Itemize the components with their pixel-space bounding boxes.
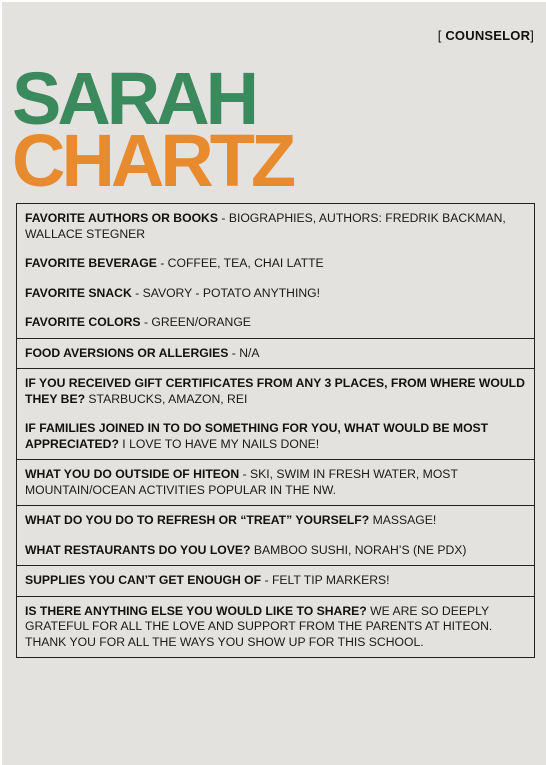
question-text: IF YOU RECEIVED GIFT CERTIFICATES FROM ANY 3 PLACES, FROM WHERE WOULD THEY BE? (25, 376, 525, 406)
question-text: FAVORITE AUTHORS OR BOOKS (25, 211, 218, 225)
qa-table (16, 203, 535, 658)
role-label (438, 28, 534, 43)
qa-item (25, 256, 526, 272)
answer-text: - SKI, SWIM IN FRESH WATER, MOST MOUNTAIN/OCEAN ACTIVITIES POPULAR IN THE NW. (25, 467, 458, 497)
qa-item (25, 315, 526, 331)
answer-text: BAMBOO SUSHI, NORAH’S (NE PDX) (250, 542, 467, 557)
question-text: FAVORITE COLORS (25, 315, 141, 329)
answer-text: MASSAGE! (369, 513, 437, 527)
close-bracket: ] (530, 28, 534, 43)
answer-text: - SAVORY - POTATO ANYTHING! (131, 285, 321, 300)
question-text: FAVORITE SNACK (25, 285, 132, 300)
qa-item (25, 346, 526, 362)
question-text: WHAT DO YOU DO TO REFRESH OR “TREAT” YOURSELF? (25, 513, 370, 527)
question-text: WHAT RESTAURANTS DO YOU LOVE? (25, 542, 251, 557)
qa-item (25, 286, 526, 302)
answer-text: STARBUCKS, AMAZON, REI (85, 391, 248, 406)
open-bracket: [ (437, 28, 446, 43)
qa-section (17, 368, 534, 459)
question-text: FOOD AVERSIONS OR ALLERGIES (25, 345, 229, 360)
answer-text: I LOVE TO HAVE MY NAILS DONE! (118, 436, 320, 451)
question-text: WHAT YOU DO OUTSIDE OF HITEON (25, 467, 240, 481)
qa-section (17, 459, 534, 505)
qa-section (17, 204, 534, 338)
qa-item (25, 543, 526, 559)
qa-item (25, 421, 526, 452)
question-text: SUPPLIES YOU CAN’T GET ENOUGH OF (25, 573, 262, 587)
question-text: FAVORITE BEVERAGE (25, 256, 157, 270)
qa-item (25, 513, 526, 529)
qa-item (25, 604, 526, 651)
qa-section (17, 565, 534, 596)
qa-item (25, 573, 526, 589)
question-text: IF FAMILIES JOINED IN TO DO SOMETHING FOR YOU, WHAT WOULD BE MOST APPRECIATED? (25, 421, 489, 451)
last-name: CHARTZ (12, 119, 293, 202)
answer-text: - GREEN/ORANGE (140, 315, 251, 329)
qa-section (17, 505, 534, 565)
answer-text: - N/A (228, 345, 260, 360)
answer-text: - BIOGRAPHIES, AUTHORS: FREDRIK BACKMAN, WALLACE STEGNER (25, 211, 506, 241)
qa-section (17, 338, 534, 369)
qa-item (25, 467, 526, 498)
question-text: IS THERE ANYTHING ELSE YOU WOULD LIKE TO SHARE? (25, 603, 367, 618)
answer-text: - COFFEE, TEA, CHAI LATTE (156, 256, 324, 270)
qa-section (17, 596, 534, 658)
first-name: SARAH (12, 57, 256, 140)
qa-item (25, 211, 526, 242)
qa-item (25, 376, 526, 407)
role-text: COUNSELOR (445, 28, 531, 43)
answer-text: - FELT TIP MARKERS! (261, 573, 390, 587)
answer-text: WE ARE SO DEEPLY GRATEFUL FOR ALL THE LOVE AND SUPPORT FROM THE PARENTS AT HITEON. THANK YOU FOR ALL THE WAYS YOU SHOW UP FOR THIS SCHOOL. (25, 603, 493, 649)
